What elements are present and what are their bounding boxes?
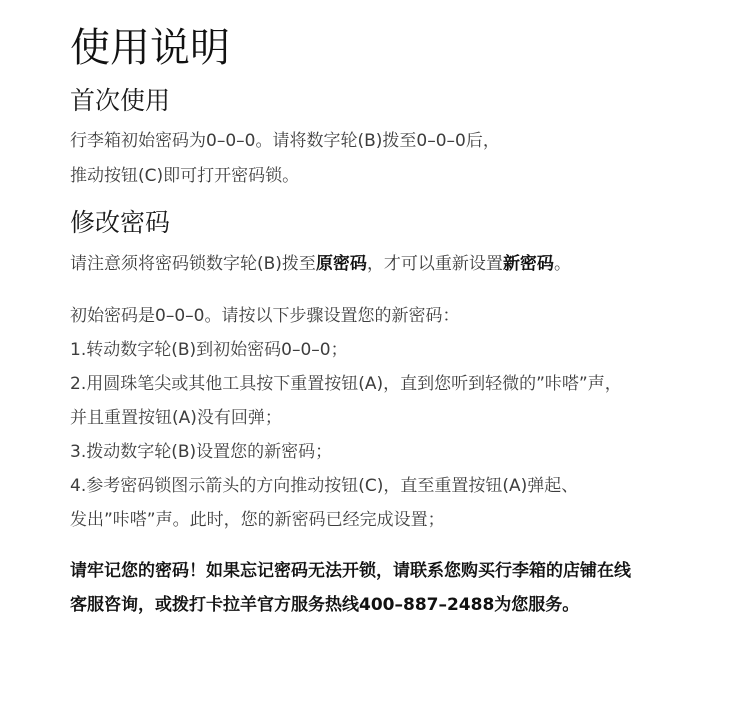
step-4-line-2: 发出”咔嗒”声。此时，您的新密码已经完成设置； bbox=[70, 510, 445, 530]
page-title: 使用说明 bbox=[70, 25, 230, 71]
change-password-intro bbox=[70, 251, 571, 277]
step-2-line-1: 2.用圆珠笔尖或其他工具按下重置按钮(A)，直到您听到轻微的”咔嗒”声， bbox=[70, 374, 622, 394]
step-3: 3.拨动数字轮(B)设置您的新密码； bbox=[70, 442, 333, 462]
step-4-line-1: 4.参考密码锁图示箭头的方向推动按钮(C)，直至重置按钮(A)弹起、 bbox=[70, 476, 579, 496]
notice-line-1: 请牢记您的密码！如果忘记密码无法开锁，请联系您购买行李箱的店铺在线 bbox=[70, 561, 631, 581]
first-use-line-2: 推动按钮(C)即可打开密码锁。 bbox=[70, 166, 300, 186]
change-password-heading: 修改密码 bbox=[70, 208, 171, 237]
first-use-line-1: 行李箱初始密码为0–0–0。请将数字轮(B)拨至0–0–0后， bbox=[70, 131, 500, 151]
intro-suffix: 。 bbox=[553, 254, 571, 274]
notice-line-2: 客服咨询，或拨打卡拉羊官方服务热线400–887–2488为您服务。 bbox=[70, 595, 580, 615]
steps-lead: 初始密码是0–0–0。请按以下步骤设置您的新密码： bbox=[70, 306, 460, 326]
intro-prefix: 请注意须将密码锁数字轮(B)拨至 bbox=[70, 254, 316, 274]
intro-middle: ，才可以重新设置 bbox=[366, 254, 503, 274]
old-password-emphasis: 原密码 bbox=[315, 254, 367, 274]
new-password-emphasis: 新密码 bbox=[502, 254, 554, 274]
first-use-heading: 首次使用 bbox=[70, 86, 171, 115]
step-1: 1.转动数字轮(B)到初始密码0–0–0； bbox=[70, 340, 348, 360]
step-2-line-2: 并且重置按钮(A)没有回弹； bbox=[70, 408, 282, 428]
